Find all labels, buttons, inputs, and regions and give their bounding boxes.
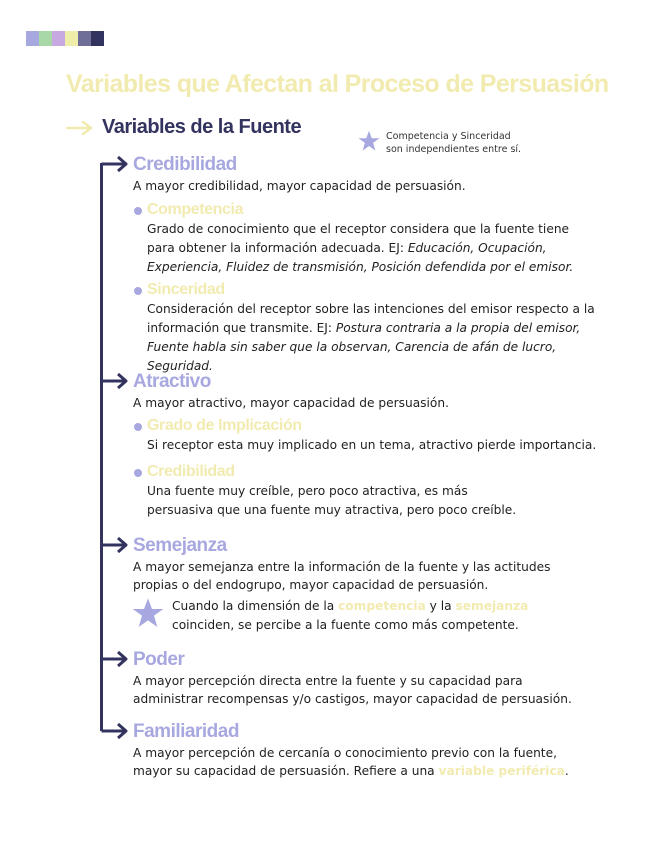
bullet-dot [134,469,142,477]
palette-swatch [52,31,65,46]
category-title: Credibilidad [133,154,237,175]
section-title: Variables de la Fuente [102,116,302,138]
palette-swatch [78,31,91,46]
category-description: A mayor credibilidad, mayor capacidad de persuasión. [133,179,466,193]
arrow-right-icon [100,370,130,392]
arrow-right-icon [66,121,94,135]
category-description: A mayor percepción directa entre la fuente y su capacidad para administrar recompensas y/o castigos, mayor capacidad de persuasión. [133,674,572,706]
bullet-dot [134,423,142,431]
semejanza-note-text: Cuando la dimensión de la competencia y la semejanza coinciden, se percibe a la fuente como más competente. [172,599,529,632]
highlight-semejanza: semejanza [455,599,529,613]
category-title: Atractivo [133,371,211,392]
palette-swatch [91,31,104,46]
subitem-title: Grado de Implicación [147,417,302,434]
independence-note-text: Competencia y Sinceridad son independientes entre sí. [386,131,522,155]
color-palette [26,31,104,46]
arrow-right-icon [100,534,130,556]
highlight-competencia: competencia [338,599,426,613]
star-icon [132,597,164,629]
subitem-body: Consideración del receptor sobre las intenciones del emisor respecto a la información que transmite. EJ: Postura contraria a la propia del emisor, Fuente habla sin saber que la observan, Carencia de afán de lucro, Seguridad. [147,302,595,373]
category-title: Familiaridad [133,721,239,742]
bullet-dot [134,287,142,295]
arrow-right-icon [100,648,130,670]
section-header [66,116,301,139]
timeline-rail [100,163,103,731]
subitem-title: Sinceridad [147,281,225,298]
arrow-right-icon [100,153,130,175]
arrow-right-icon [100,720,130,742]
category-title: Poder [133,649,185,670]
semejanza-note [132,597,552,635]
subitem-title: Credibilidad [147,463,235,480]
category-title: Semejanza [133,535,227,556]
palette-swatch [26,31,39,46]
highlight-variable-periferica: variable periférica [438,764,565,778]
category-description: A mayor percepción de cercanía o conocimiento previo con la fuente, mayor su capacidad de persuasión. Refiere a una variable periférica. [133,746,569,778]
subitem-body: Grado de conocimiento que el receptor considera que la fuente tiene para obtener la información adecuada. EJ: Educación, Ocupación, Experiencia, Fluidez de transmisión, Posición defendida por el emisor. [147,222,574,274]
category-description: A mayor atractivo, mayor capacidad de persuasión. [133,396,449,410]
page-title: Variables que Afectan al Proceso de Persuasión [66,70,609,98]
bullet-dot [134,207,142,215]
subitem-title: Competencia [147,201,244,218]
palette-swatch [39,31,52,46]
independence-note [358,130,521,156]
star-icon [358,130,380,152]
subitem-body: Una fuente muy creíble, pero poco atractiva, es más persuasiva que una fuente muy atractiva, pero poco creíble. [147,484,517,517]
subitem-body: Si receptor esta muy implicado en un tema, atractivo pierde importancia. [147,438,597,452]
palette-swatch [65,31,78,46]
category-description: A mayor semejanza entre la información de la fuente y las actitudes propias o del endogrupo, mayor capacidad de persuasión. [133,560,551,592]
